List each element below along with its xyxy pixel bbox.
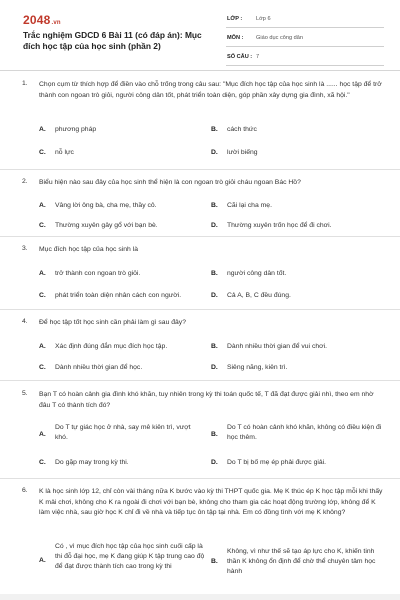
option-text: Do T tự giác học ở nhà, say mê kiên trì, vượt khó.	[55, 424, 191, 441]
option-letter: D.	[211, 292, 218, 299]
question-separator	[0, 380, 400, 381]
option-letter: C.	[39, 292, 46, 299]
question-separator	[0, 236, 400, 237]
question-number: 6.	[22, 487, 28, 494]
option-letter: D.	[211, 222, 218, 229]
option-letter: B.	[211, 126, 218, 133]
option-letter: D.	[211, 364, 218, 371]
logo-main: 2048	[23, 13, 51, 27]
question-separator	[0, 478, 400, 479]
meta-value: Lớp 6	[256, 16, 271, 22]
option-letter: B.	[211, 202, 218, 209]
question-number: 5.	[22, 390, 28, 397]
option-letter: C.	[39, 459, 46, 466]
question-separator	[0, 169, 400, 170]
question-text: Chọn cụm từ thích hợp để điền vào chỗ trống trong câu sau: "Mục đích học tập của học sinh là ...... học tập để trở thành con ngoan trò giỏi, người công dân tốt, phát triển toàn diện, góp phần xây dựng gia đình, xã hội."	[39, 81, 382, 99]
option-text: nỗ lực	[55, 149, 74, 156]
question-number: 4.	[22, 318, 28, 325]
option-letter: D.	[211, 149, 218, 156]
option-letter: C.	[39, 149, 46, 156]
option-letter: A.	[39, 343, 46, 350]
option-letter: D.	[211, 459, 218, 466]
option-letter: A.	[39, 202, 46, 209]
question-text: Để học tập tốt học sinh cần phải làm gì sau đây?	[39, 319, 186, 326]
option-letter: A.	[39, 431, 46, 438]
question-text: K là học sinh lớp 12, chỉ còn vài tháng nữa K bước vào kỳ thi THPT quốc gia. Mẹ K thúc ép K học tập mỗi khi thấy K mải chơi, không cho K ra ngoài đi chơi với bạn bè, không cho tham gia các hoạt động trường lớp, không để K làm việc nhà, sau giờ học K chỉ đi về nhà và tiếp tục ôn tập tại nhà. Em có đồng tình với mẹ K không?	[39, 488, 383, 517]
option-text: lười biếng	[227, 149, 258, 156]
option-text: phát triển toàn diện nhân cách con người.	[55, 292, 182, 299]
meta-label: SỐ CÂU :	[227, 54, 253, 60]
question-number: 3.	[22, 245, 28, 252]
option-text: Dành nhiều thời gian để vui chơi.	[227, 343, 327, 350]
question-number: 2.	[22, 178, 28, 185]
option-letter: C.	[39, 222, 46, 229]
option-text: Dành nhiều thời gian để học.	[55, 364, 143, 371]
meta-label: MÔN :	[227, 35, 244, 41]
option-letter: A.	[39, 270, 46, 277]
question-text: Mục đích học tập của học sinh là	[39, 246, 138, 253]
option-letter: A.	[39, 557, 46, 564]
logo-suffix: .vn	[51, 20, 61, 26]
meta-label: LỚP :	[227, 16, 243, 22]
option-letter: B.	[211, 558, 218, 565]
option-text: Cãi lại cha mẹ.	[227, 202, 272, 209]
page-bottom-edge	[0, 594, 400, 600]
document-meta	[226, 13, 384, 66]
option-letter: B.	[211, 270, 218, 277]
option-letter: B.	[211, 431, 218, 438]
option-text: Thường xuyên trốn học để đi chơi.	[227, 222, 332, 229]
option-text: Không, vì như thế sẽ tạo áp lực cho K, khiến tinh thần K không ổn định để chờ thể chuyên tâm học hành	[227, 548, 376, 575]
option-text: cách thức	[227, 126, 257, 133]
meta-row-count	[226, 51, 384, 66]
option-text: Cả A, B, C đều đúng.	[227, 292, 291, 299]
option-text: Vâng lời ông bà, cha mẹ, thầy cô.	[55, 202, 157, 209]
option-text: Do T có hoàn cảnh khó khăn, không có điều kiện đi học thêm.	[227, 424, 382, 441]
option-text: Siêng năng, kiên trì.	[227, 364, 288, 371]
meta-row-grade	[226, 13, 384, 28]
meta-value: 7	[256, 54, 260, 60]
option-letter: B.	[211, 343, 218, 350]
option-text: phương pháp	[55, 126, 97, 133]
question-number: 1.	[22, 80, 28, 87]
question-separator	[0, 309, 400, 310]
option-letter: C.	[39, 364, 46, 371]
page-title: Trắc nghiệm GDCD 6 Bài 11 (có đáp án): Mục đích học tập của học sinh (phần 2)	[23, 30, 202, 51]
meta-row-subject	[226, 32, 384, 47]
question-text: Biểu hiện nào sau đây của học sinh thể hiện là con ngoan trò giỏi cháu ngoan Bác Hồ?	[39, 179, 301, 186]
option-text: Xác định đúng đắn mục đích học tập.	[55, 343, 168, 350]
option-text: người công dân tốt.	[227, 270, 287, 277]
question-text: Bạn T có hoàn cảnh gia đình khó khăn, tuy nhiên trong kỳ thi toán quốc tế, T đã đạt được giải nhì, theo em nhờ đâu T có thành tích đó?	[39, 391, 374, 409]
option-text: Thường xuyên gây gổ với bạn bè.	[55, 222, 158, 229]
site-logo[interactable]	[23, 13, 61, 27]
meta-value: Giáo dục công dân	[256, 35, 303, 41]
document-header	[0, 0, 400, 64]
header-divider	[0, 70, 400, 71]
option-text: Do T bị bố mẹ ép phải được giải.	[227, 459, 327, 466]
option-letter: A.	[39, 126, 46, 133]
option-text: Có , vì mục đích học tập của học sinh cuối cấp là thi đỗ đại học, mẹ K đang giúp K tập trung cao độ để đạt được thành tích cao trong kỳ thi	[55, 543, 205, 570]
option-text: trở thành con ngoan trò giỏi.	[55, 270, 141, 277]
option-text: Do gặp may trong kỳ thi.	[55, 459, 129, 466]
